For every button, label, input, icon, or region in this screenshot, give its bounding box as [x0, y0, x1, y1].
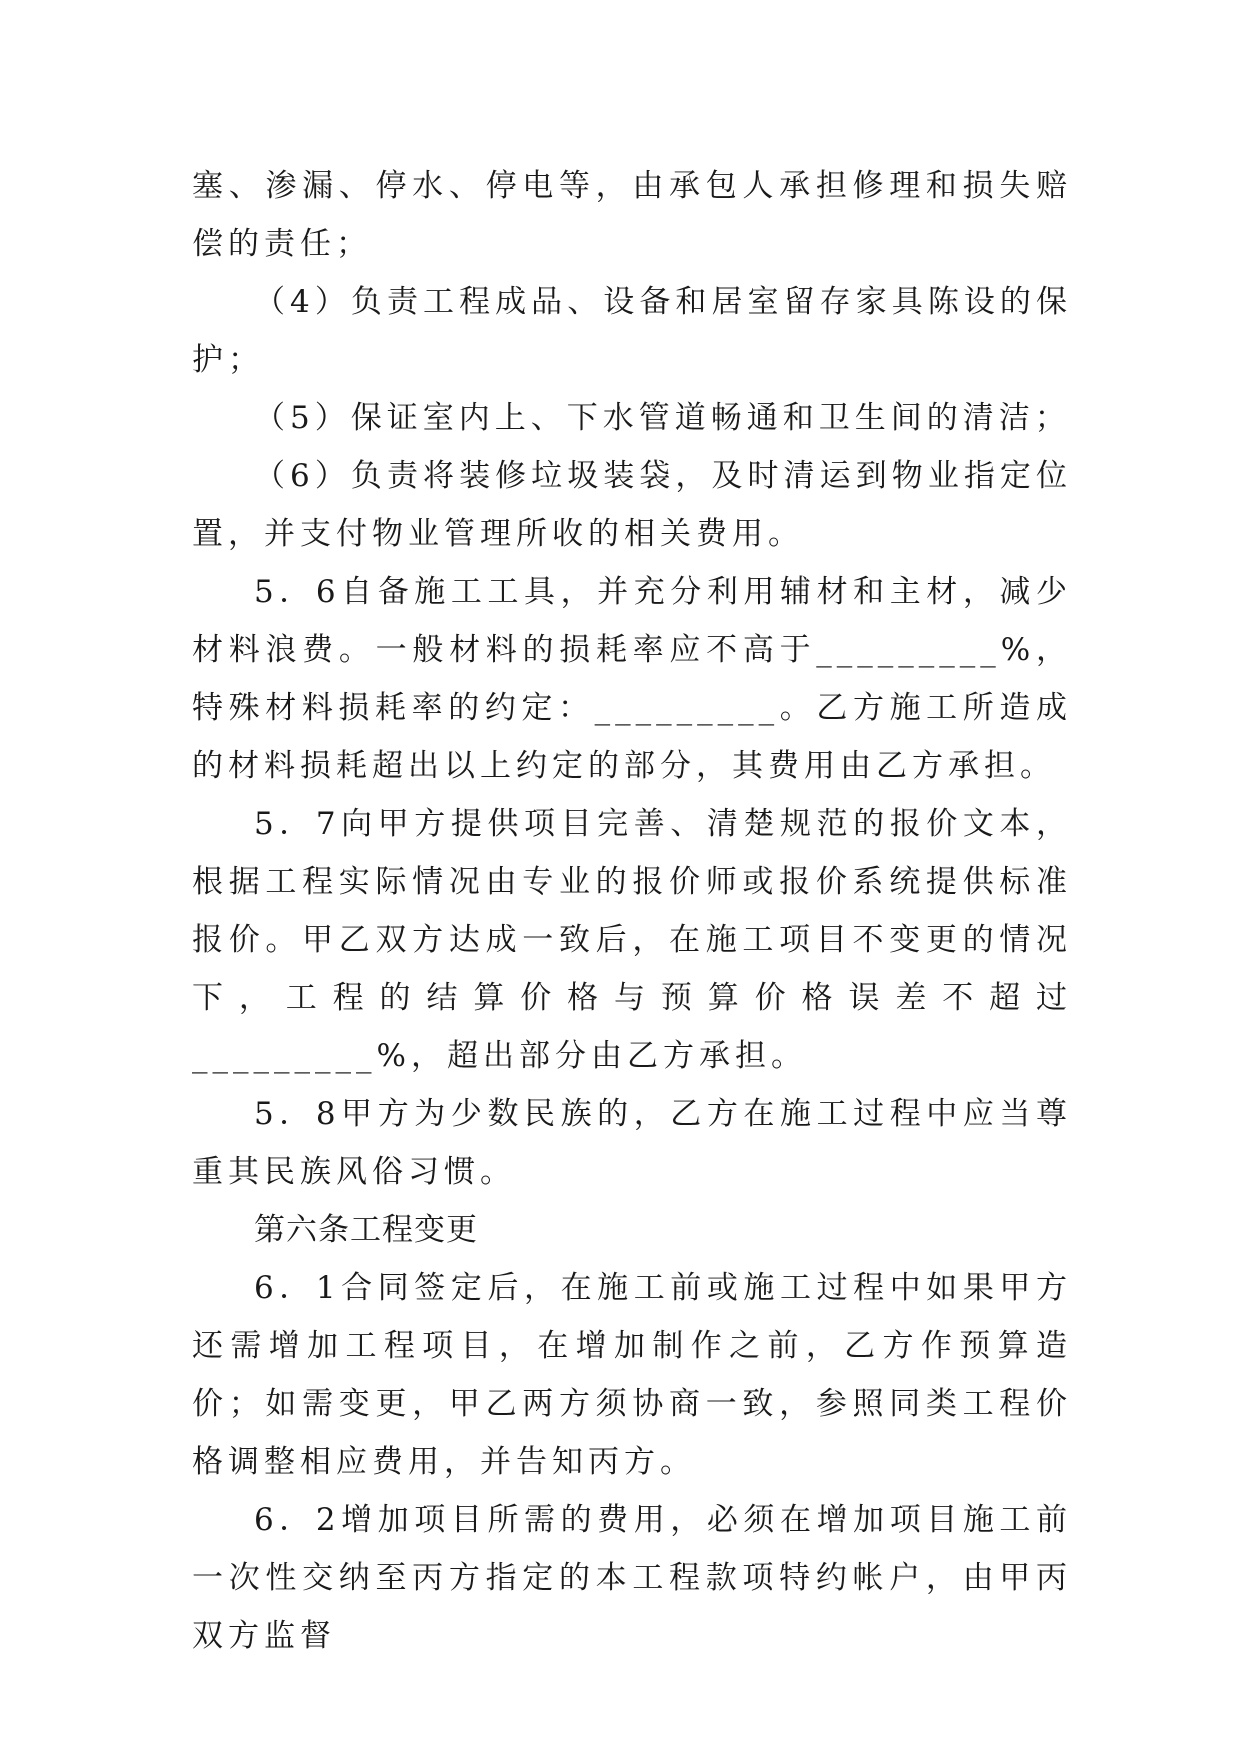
paragraph-section-5-6: 5．6自备施工工具，并充分利用辅材和主材，减少材料浪费。一般材料的损耗率应不高于_________%，特殊材料损耗率的约定：_________。乙方施工所造成的材料损耗超出以上约定的部分，其费用由乙方承担。 [192, 574, 1072, 784]
paragraph-section-5-8: 5．8甲方为少数民族的，乙方在施工过程中应当尊重其民族风俗习惯。 [192, 1096, 1072, 1190]
paragraph-clause-4: （4）负责工程成品、设备和居室留存家具陈设的保护； [192, 284, 1072, 378]
paragraph-section-6-1: 6．1合同签定后，在施工前或施工过程中如果甲方还需增加工程项目，在增加制作之前，乙方作预算造价；如需变更，甲乙两方须协商一致，参照同类工程价格调整相应费用，并告知丙方。 [192, 1270, 1072, 1480]
paragraph-section-5-7: 5．7向甲方提供项目完善、清楚规范的报价文本，根据工程实际情况由专业的报价师或报价系统提供标准报价。甲乙双方达成一致后，在施工项目不变更的情况下，工程的结算价格与预算价格误差不超过_________%，超出部分由乙方承担。 [192, 806, 1072, 1074]
document-body [192, 157, 1072, 1665]
section-heading-article-6: 第六条工程变更 [254, 1212, 478, 1248]
paragraph-clause-5: （5）保证室内上、下水管道畅通和卫生间的清洁； [254, 400, 1071, 436]
paragraph-repair-responsibility: 塞、渗漏、停水、停电等，由承包人承担修理和损失赔偿的责任； [192, 168, 1072, 262]
paragraph-clause-6: （6）负责将装修垃圾装袋，及时清运到物业指定位置，并支付物业管理所收的相关费用。 [192, 458, 1072, 552]
paragraph-section-6-2: 6．2增加项目所需的费用，必须在增加项目施工前一次性交纳至丙方指定的本工程款项特约帐户，由甲丙双方监督 [192, 1502, 1072, 1654]
